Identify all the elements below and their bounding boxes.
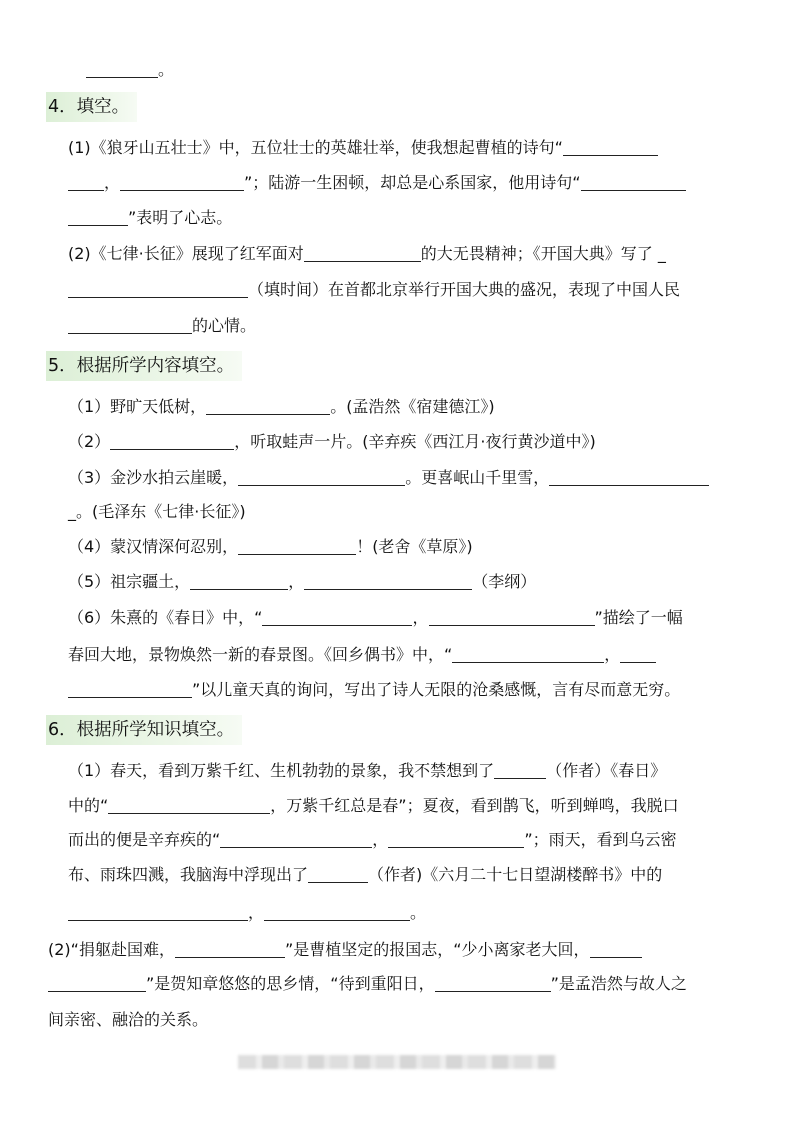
line-text: （6）朱熹的《春日》中，“ — [68, 608, 263, 627]
line-text: 的心情。 — [192, 316, 257, 335]
line-text: (1)《狼牙山五壮士》中，五位壮士的英雄壮举，使我想起曹植的诗句“ — [68, 138, 563, 157]
line-text: 布、雨珠四溅，我脑海中浮现出了 — [68, 865, 309, 884]
line-text: 的大无畏精神；《开国大典》写了 _ — [420, 244, 666, 263]
answer-blank[interactable] — [452, 645, 604, 663]
answer-blank[interactable] — [590, 940, 642, 958]
s4-q1-line3 — [68, 207, 232, 229]
line-text: ， — [288, 572, 305, 591]
s6-q1-line1 — [68, 760, 666, 782]
line-text: (2)《七律·长征》展现了红军面对 — [68, 244, 304, 263]
answer-blank[interactable] — [238, 468, 405, 486]
s6-q1-line2 — [68, 795, 679, 817]
s4-q1-line1 — [68, 137, 658, 159]
answer-blank[interactable] — [304, 572, 472, 590]
s6-q2-line1 — [48, 939, 642, 961]
answer-blank[interactable] — [68, 316, 192, 334]
answer-blank[interactable] — [620, 645, 656, 663]
s6-q1-line3 — [68, 829, 677, 851]
line-text: ”是曹植坚定的报国志，“少小离家老大回， — [284, 940, 590, 959]
section-4-heading: 4．填空。 — [46, 92, 137, 122]
answer-blank[interactable] — [429, 608, 595, 626]
line-text: （1）春天，看到万紫千红、生机勃勃的景象，我不禁想到了 — [68, 761, 495, 780]
section-5-heading: 5．根据所学内容填空。 — [46, 351, 242, 381]
answer-blank[interactable] — [549, 468, 709, 486]
answer-blank[interactable] — [388, 830, 524, 848]
line-text: 。 — [158, 60, 175, 79]
line-text: 而出的便是辛弃疾的“ — [68, 830, 221, 849]
answer-blank[interactable] — [68, 680, 192, 698]
s6-q1-line4 — [68, 864, 662, 886]
line-text: （1）野旷天低树， — [68, 397, 207, 416]
answer-blank[interactable] — [110, 432, 234, 450]
line-text: （3）金沙水拍云崖暖， — [68, 468, 239, 487]
answer-blank[interactable] — [68, 903, 248, 921]
answer-blank[interactable] — [264, 903, 410, 921]
line-text: （4）蒙汉情深何忍别， — [68, 537, 239, 556]
answer-blank[interactable] — [308, 865, 368, 883]
s5-q6-line3 — [68, 679, 680, 701]
line-text: （作者)《六月二十七日望湖楼醉书》中的 — [368, 865, 663, 884]
line-text: ，听取蛙声一片。(辛弃疾《西江月·夜行黄沙道中》) — [234, 432, 596, 451]
s6-q2-line2 — [48, 973, 687, 995]
answer-blank[interactable] — [68, 208, 128, 226]
line-text: ， — [372, 830, 389, 849]
line-text: _。(毛泽东《七律·长征》) — [68, 502, 246, 521]
line-text: ”是孟浩然与故人之 — [550, 974, 687, 993]
line-text: 。(孟浩然《宿建德江》) — [330, 397, 495, 416]
s5-q3-line1 — [68, 467, 709, 489]
line-text: （李纲） — [472, 572, 537, 591]
answer-blank[interactable] — [206, 397, 330, 415]
line-text: ， — [104, 173, 121, 192]
answer-blank[interactable] — [86, 60, 158, 78]
section-6-heading: 6．根据所学知识填空。 — [46, 715, 242, 745]
answer-blank[interactable] — [48, 974, 146, 992]
blurred-footer-watermark — [238, 1055, 556, 1069]
answer-blank[interactable] — [494, 761, 546, 779]
line-text: ，万紫千红总是春”；夏夜，看到鹊飞，听到蝉鸣，我脱口 — [270, 796, 679, 815]
answer-blank[interactable] — [581, 173, 686, 191]
line-text: （5）祖宗疆土， — [68, 572, 191, 591]
line-text: ”是贺知章悠悠的思乡情，“待到重阳日， — [146, 974, 435, 993]
line-text: ”表明了心志。 — [128, 208, 233, 227]
s5-q6-line2 — [68, 644, 656, 666]
s4-q2-line1 — [68, 243, 666, 265]
answer-blank[interactable] — [262, 608, 412, 626]
s4-q1-line2 — [68, 172, 686, 194]
answer-blank[interactable] — [435, 974, 551, 992]
line-text: ， — [604, 645, 621, 664]
answer-blank[interactable] — [304, 244, 421, 262]
s4-q2-line2 — [68, 279, 680, 301]
line-text: ”描绘了一幅 — [594, 608, 683, 627]
s5-q2 — [68, 431, 596, 453]
line-text: （填时间）在首都北京举行开国大典的盛况，表现了中国人民 — [248, 280, 681, 299]
line-text: 。更喜岷山千里雪， — [405, 468, 550, 487]
s5-q5 — [68, 571, 536, 593]
answer-blank[interactable] — [190, 572, 288, 590]
line-text: ”；陆游一生困顿，却总是心系国家，他用诗句“ — [244, 173, 581, 192]
line-text: 春回大地，景物焕然一新的春景图。《回乡偶书》中，“ — [68, 645, 453, 664]
answer-blank[interactable] — [108, 796, 270, 814]
line-text: ”；雨天，看到乌云密 — [524, 830, 677, 849]
s5-q4 — [68, 536, 473, 558]
line-text: （作者）《春日》 — [546, 761, 667, 780]
line-text: ！(老舍《草原》) — [356, 537, 473, 556]
line-text: 间亲密、融洽的关系。 — [48, 1010, 209, 1029]
line-text: 中的“ — [68, 796, 109, 815]
carryover-line — [86, 59, 174, 81]
answer-blank[interactable] — [175, 940, 285, 958]
line-text: 。 — [410, 903, 427, 922]
answer-blank[interactable] — [220, 830, 372, 848]
answer-blank[interactable] — [238, 537, 356, 555]
line-text: ”以儿童天真的询问，写出了诗人无限的沧桑感慨，言有尽而意无穷。 — [192, 680, 681, 699]
line-text: ， — [412, 608, 429, 627]
line-text: ， — [248, 903, 265, 922]
s5-q3-line2 — [68, 501, 246, 523]
line-text: (2)“捐躯赴国难， — [48, 940, 175, 959]
s6-q2-line3 — [48, 1009, 208, 1031]
line-text: （2） — [68, 432, 111, 451]
answer-blank[interactable] — [120, 173, 244, 191]
s4-q2-line3 — [68, 315, 256, 337]
answer-blank[interactable] — [563, 138, 658, 156]
answer-blank[interactable] — [68, 280, 248, 298]
s6-q1-line5 — [68, 902, 426, 924]
answer-blank[interactable] — [68, 173, 104, 191]
s5-q6-line1 — [68, 607, 683, 629]
s5-q1 — [68, 396, 495, 418]
